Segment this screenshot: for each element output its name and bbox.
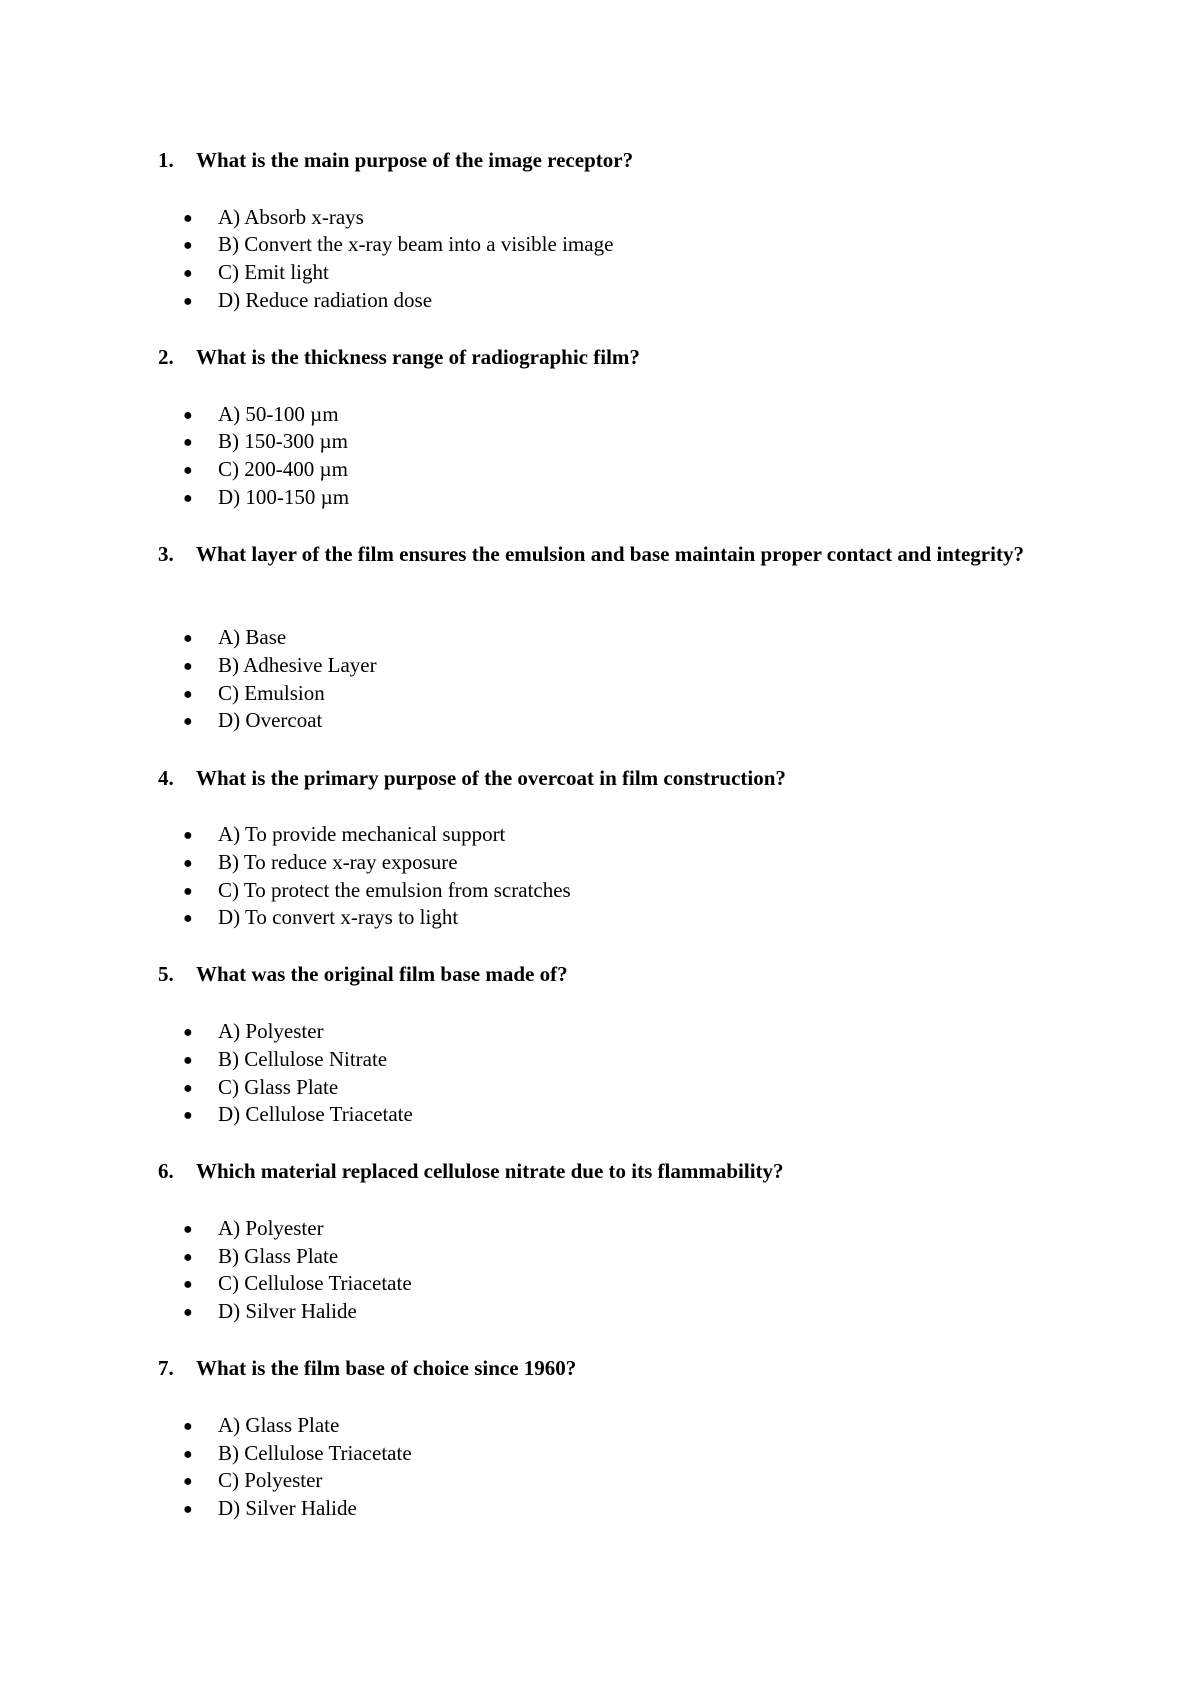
answer-option [183,1494,357,1524]
answer-option [183,1242,338,1272]
answer-option-label: A) Polyester [218,1019,324,1043]
answer-option-label: A) To provide mechanical support [218,822,506,846]
answer-option [183,1100,413,1130]
answer-option [183,258,329,288]
bullet-icon: ● [183,1473,193,1490]
bullet-icon: ● [183,827,193,844]
answer-option [183,1439,412,1469]
question-number: 2. [158,345,174,369]
bullet-icon: ● [183,1107,193,1124]
question-text: What is the main purpose of the image receptor? [196,148,634,172]
answer-option [183,203,364,233]
question-text: What layer of the film ensures the emulsion and base maintain proper contact and integrity? [196,542,1024,566]
answer-option-label: D) Reduce radiation dose [218,288,433,312]
answer-option-label: D) Silver Halide [218,1299,357,1323]
question-number: 5. [158,962,174,986]
question-number: 4. [158,766,174,790]
bullet-icon: ● [183,1249,193,1266]
answer-option [183,876,571,906]
question-number: 6. [158,1159,174,1183]
question-text: What is the film base of choice since 1960? [196,1356,577,1380]
answer-option-label: D) Overcoat [218,708,323,732]
answer-option [183,820,505,850]
bullet-icon: ● [183,910,193,927]
answer-option-label: A) Glass Plate [218,1413,340,1437]
bullet-icon: ● [183,1418,193,1435]
answer-option-label: C) To protect the emulsion from scratches [218,878,571,902]
answer-option-label: B) Cellulose Nitrate [218,1047,388,1071]
answer-option [183,230,613,260]
bullet-icon: ● [183,1080,193,1097]
answer-option [183,848,458,878]
question-number: 3. [158,542,174,566]
answer-option-label: A) Base [218,625,287,649]
bullet-icon: ● [183,1024,193,1041]
bullet-icon: ● [183,293,193,310]
question-text: Which material replaced cellulose nitrate due to its flammability? [196,1159,784,1183]
answer-option-label: C) 200-400 µm [218,457,348,481]
answer-option [183,1269,412,1299]
answer-option [183,1017,324,1047]
answer-option-label: B) To reduce x-ray exposure [218,850,458,874]
bullet-icon: ● [183,434,193,451]
answer-option-label: D) Cellulose Triacetate [218,1102,413,1126]
answer-option [183,1466,322,1496]
bullet-icon: ● [183,686,193,703]
answer-option [183,483,349,513]
bullet-icon: ● [183,1276,193,1293]
answer-option [183,1214,324,1244]
answer-option [183,623,286,653]
bullet-icon: ● [183,407,193,424]
answer-option-label: C) Emulsion [218,681,325,705]
answer-option-label: D) To convert x-rays to light [218,905,459,929]
bullet-icon: ● [183,210,193,227]
answer-option [183,1073,338,1103]
answer-option-label: A) 50-100 µm [218,402,339,426]
question-text: What is the primary purpose of the overcoat in film construction? [196,766,786,790]
bullet-icon: ● [183,658,193,675]
answer-option [183,706,322,736]
answer-option-label: C) Polyester [218,1468,323,1492]
answer-option-label: B) 150-300 µm [218,429,348,453]
answer-option [183,1045,387,1075]
bullet-icon: ● [183,1052,193,1069]
answer-option-label: B) Glass Plate [218,1244,339,1268]
answer-option-label: A) Polyester [218,1216,324,1240]
answer-option [183,1411,339,1441]
bullet-icon: ● [183,265,193,282]
question-text: What is the thickness range of radiographic film? [196,345,640,369]
bullet-icon: ● [183,1221,193,1238]
answer-option [183,286,432,316]
answer-option-label: C) Glass Plate [218,1075,339,1099]
bullet-icon: ● [183,1446,193,1463]
answer-option [183,1297,357,1327]
answer-option [183,651,377,681]
question-number: 1. [158,148,174,172]
answer-option [183,903,458,933]
answer-option-label: B) Cellulose Triacetate [218,1441,412,1465]
bullet-icon: ● [183,883,193,900]
answer-option [183,455,348,485]
answer-option-label: B) Convert the x-ray beam into a visible image [218,232,614,256]
answer-option-label: D) 100-150 µm [218,485,350,509]
answer-option-label: C) Cellulose Triacetate [218,1271,412,1295]
bullet-icon: ● [183,1501,193,1518]
question-text: What was the original film base made of? [196,962,568,986]
answer-option-label: A) Absorb x-rays [218,205,364,229]
question-number: 7. [158,1356,174,1380]
bullet-icon: ● [183,1304,193,1321]
bullet-icon: ● [183,855,193,872]
bullet-icon: ● [183,713,193,730]
bullet-icon: ● [183,490,193,507]
answer-option-label: D) Silver Halide [218,1496,357,1520]
answer-option [183,679,325,709]
answer-option-label: B) Adhesive Layer [218,653,377,677]
bullet-icon: ● [183,237,193,254]
answer-option-label: C) Emit light [218,260,329,284]
answer-option [183,427,348,457]
bullet-icon: ● [183,630,193,647]
answer-option [183,400,339,430]
bullet-icon: ● [183,462,193,479]
